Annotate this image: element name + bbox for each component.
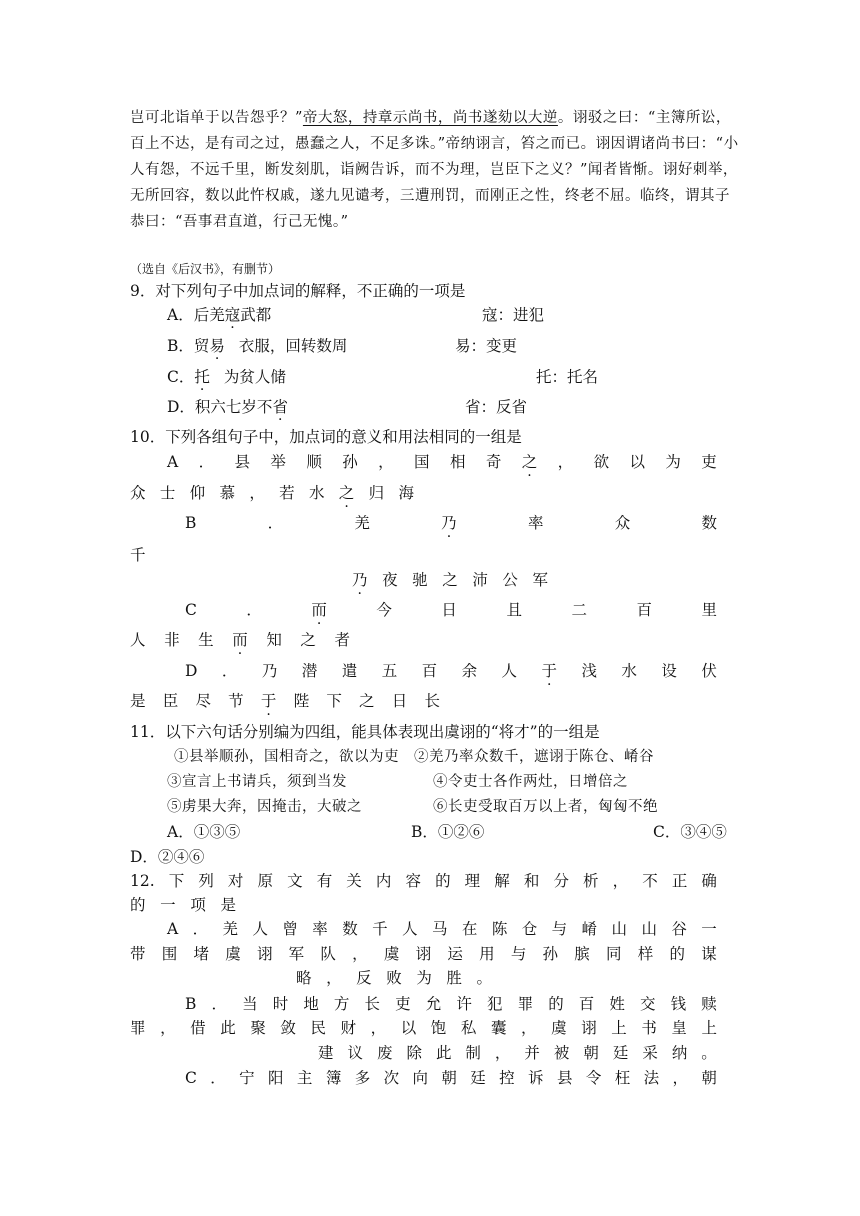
char: 控 (499, 1069, 515, 1087)
char: 反 (356, 969, 372, 987)
char: 廷 (470, 1069, 486, 1087)
char: 胜 (446, 969, 462, 987)
q11-stem: 11．以下六句话分别编为四组，能具体表现出虞诩的“将才”的一组是 (130, 723, 600, 741)
q10-a-line1 (167, 452, 717, 472)
char: 顺 (306, 453, 322, 471)
q12-line-9 (185, 1068, 717, 1088)
passage-line-4: 无所回容，数以此忤权戚，遂九见谴考，三遭刑罚，而刚正之性，终老不屈。临终，谓其子 (130, 188, 730, 204)
char: 若 (279, 484, 295, 502)
char: 方 (333, 995, 350, 1013)
char: 赎 (701, 995, 717, 1013)
char: 归 (368, 484, 385, 502)
char: ． (246, 601, 262, 619)
char: 允 (425, 995, 442, 1013)
char: 枉 (614, 1069, 631, 1087)
q11-sentence-5: ⑤虏果大奔，因掩击，大破之 (167, 799, 362, 815)
q12-line-2 (130, 895, 236, 915)
char: 奇 (485, 453, 502, 471)
q11-sentence-1: ①县举顺孙，国相奇之，欲以为吏 (174, 749, 399, 765)
char: 夜 (382, 571, 398, 589)
char: 。 (701, 1044, 717, 1062)
dotted-word: 乃 · (441, 513, 457, 533)
char: 废 (376, 1044, 393, 1062)
char: 为 (665, 453, 681, 471)
q12-line-4 (130, 944, 717, 964)
char: 列 (198, 872, 214, 890)
char: 率 (527, 514, 544, 532)
char: 纳 (671, 1044, 688, 1062)
char: 私 (460, 1019, 477, 1037)
char: 里 (701, 601, 717, 619)
char: 欲 (593, 453, 610, 471)
char: 人 (252, 920, 268, 938)
char: 上 (701, 1019, 717, 1037)
char: 采 (642, 1044, 658, 1062)
char: 伏 (701, 662, 717, 680)
q12-line-6 (185, 994, 717, 1014)
char: 是 (130, 692, 146, 710)
q12-line-1 (130, 871, 717, 891)
char: 羌 (354, 514, 370, 532)
q12-line-5 (296, 968, 492, 988)
char: 样 (637, 945, 654, 963)
char: 借 (190, 1019, 206, 1037)
q11-sentence-4: ④令吏士各作两灶，日增倍之 (433, 774, 628, 790)
char: 崤 (581, 920, 598, 938)
char: 尽 (195, 692, 211, 710)
char: ， (494, 1044, 511, 1062)
char: 浅 (581, 662, 597, 680)
char: 阳 (268, 1069, 284, 1087)
char: 理 (464, 872, 481, 890)
q9-d-explanation: 省：反省 (465, 398, 528, 416)
char: 公 (502, 571, 518, 589)
char: 次 (383, 1069, 400, 1087)
char: 此 (220, 1019, 236, 1037)
q9-b-text: 衣服，回转数周 (238, 337, 348, 355)
char: 是 (220, 896, 236, 914)
char: 之 (442, 571, 458, 589)
char: 之 (359, 692, 375, 710)
char: 五 (381, 662, 398, 680)
char: 地 (303, 995, 319, 1013)
char: 县 (234, 453, 251, 471)
dotted-word: 省 (272, 398, 288, 416)
char: 文 (287, 872, 303, 890)
char: ， (352, 945, 368, 963)
char: 运 (447, 945, 463, 963)
char: 水 (621, 662, 637, 680)
char: 除 (406, 1044, 422, 1062)
char: ， (378, 453, 394, 471)
q12-line-7 (130, 1018, 717, 1038)
char: 罪 (517, 995, 534, 1013)
char: 敛 (280, 1019, 296, 1037)
char: 仰 (189, 484, 206, 502)
char: 有 (316, 872, 333, 890)
char: 确 (701, 872, 717, 890)
char: 曾 (282, 920, 298, 938)
char: 罪 (130, 1019, 146, 1037)
char: 膑 (574, 945, 590, 963)
char: 项 (190, 896, 206, 914)
char: 诩 (256, 945, 273, 963)
char: 12. (130, 872, 155, 890)
char: 遣 (341, 662, 358, 680)
char: 山 (641, 920, 657, 938)
q9-option-d (167, 397, 288, 417)
char: ， (249, 484, 265, 502)
char: 内 (375, 872, 392, 890)
q9-option-c (167, 367, 286, 387)
q10-b-line3 (352, 570, 548, 590)
char: 原 (257, 872, 274, 890)
char: 姓 (609, 995, 625, 1013)
q10-d-line2 (130, 691, 440, 711)
char: 令 (585, 1069, 602, 1087)
char: 日 (391, 692, 408, 710)
char: ． (210, 1069, 226, 1087)
char: 孙 (342, 453, 358, 471)
char: 不 (642, 872, 658, 890)
passage-line-2: 百上不达，是有司之过，愚蠢之人，不足多诛。”帝纳诩言，笞之而已。诩因谓诸尚书曰：“小 (130, 136, 739, 152)
char: ， (672, 1069, 689, 1087)
dotted-word: 寇 (224, 306, 241, 324)
dotted-word: 之 · (339, 483, 355, 503)
char: 此 (435, 1044, 452, 1062)
char: 簿 (325, 1069, 342, 1087)
char: 沛 (472, 571, 488, 589)
char: 知 (266, 631, 282, 649)
char: 县 (556, 1069, 573, 1087)
char: 海 (398, 484, 414, 502)
char: 用 (479, 945, 495, 963)
char: 的 (130, 896, 146, 914)
q9-c-text: 为贫人储 (223, 368, 286, 386)
q9-a-text: 武都 (240, 306, 272, 324)
char: 民 (310, 1019, 326, 1037)
char: 虞 (225, 945, 241, 963)
passage-line-1 (130, 108, 731, 128)
char: 下 (168, 872, 185, 890)
char: 与 (551, 920, 568, 938)
char: 人 (501, 662, 518, 680)
char: 节 (228, 692, 244, 710)
char: C (185, 601, 197, 619)
char: 围 (161, 945, 178, 963)
char: 虞 (551, 1019, 567, 1037)
char: 诩 (415, 945, 432, 963)
char: 朝 (583, 1044, 599, 1062)
char: 在 (461, 920, 478, 938)
char: 诩 (581, 1019, 597, 1037)
char: 军 (532, 571, 548, 589)
char: 谷 (671, 920, 687, 938)
char: C (185, 1069, 197, 1087)
dotted-word: 而 · (311, 600, 327, 620)
char: 并 (524, 1044, 540, 1062)
char: 国 (414, 453, 430, 471)
char: ． (221, 662, 238, 680)
char: ， (612, 872, 629, 890)
char: 财 (340, 1019, 357, 1037)
char: 百 (421, 662, 438, 680)
char: 诉 (528, 1069, 544, 1087)
char: 关 (346, 872, 362, 890)
char: 被 (553, 1044, 570, 1062)
char: 主 (296, 1069, 313, 1087)
char: 对 (227, 872, 244, 890)
char: 吏 (395, 995, 411, 1013)
char: 非 (164, 631, 180, 649)
q10-b-line1 (185, 513, 717, 533)
char: 举 (270, 453, 286, 471)
char: 书 (641, 1019, 657, 1037)
char: ． (267, 514, 284, 532)
char: 之 (300, 631, 316, 649)
q10-c-line1 (185, 600, 717, 620)
underlined-sentence: 帝大怒，持章示尚书，尚书遂劾以大逆 (302, 110, 558, 126)
char: 一 (160, 896, 176, 914)
char: 今 (376, 601, 392, 619)
q9-b-text: B．贸 (167, 337, 210, 355)
q9-option-a (167, 305, 271, 325)
char: ， (160, 1019, 176, 1037)
q11-option-b: B．①②⑥ (411, 823, 485, 841)
char: 带 (130, 945, 146, 963)
char: 略 (296, 969, 312, 987)
char: 与 (510, 945, 527, 963)
char: 仓 (521, 920, 538, 938)
char: 多 (354, 1069, 371, 1087)
char: 囊 (490, 1019, 507, 1037)
char: 。 (476, 969, 492, 987)
char: B (185, 514, 197, 532)
char: 队 (320, 945, 336, 963)
char: 驰 (412, 571, 428, 589)
char: 钱 (670, 995, 687, 1013)
char: A (167, 920, 179, 938)
char: 容 (405, 872, 421, 890)
char: 设 (661, 662, 677, 680)
char: A (167, 453, 179, 471)
q12-line-8 (318, 1043, 717, 1063)
char: ． (192, 920, 209, 938)
char: 山 (611, 920, 628, 938)
char: 议 (347, 1044, 363, 1062)
q10-c-line2 (130, 630, 350, 650)
q9-d-text: D．积六七岁不 (167, 398, 273, 416)
char: ， (557, 453, 574, 471)
char: 许 (456, 995, 472, 1013)
char: 数 (701, 514, 717, 532)
char: B (185, 995, 197, 1013)
char: 分 (553, 872, 569, 890)
char: 乃 (261, 662, 278, 680)
char: 同 (606, 945, 622, 963)
source-note: （选自《后汉书》，有删节） (130, 262, 281, 276)
char: 交 (640, 995, 656, 1013)
dotted-word: 而 · (232, 630, 248, 650)
char: 饱 (430, 1019, 447, 1037)
char: 马 (431, 920, 448, 938)
char: 数 (342, 920, 358, 938)
dotted-word: 之 · (522, 452, 538, 472)
q9-c-text: C． (167, 368, 195, 386)
char: 上 (611, 1019, 627, 1037)
char: 且 (506, 601, 522, 619)
char: 时 (272, 995, 289, 1013)
char: 解 (494, 872, 510, 890)
q11-option-d: D．②④⑥ (130, 848, 205, 866)
char: 千 (372, 920, 388, 938)
char: 聚 (250, 1019, 266, 1037)
passage-text: 岂可北诣单于以告怨乎？” (130, 110, 303, 126)
char: D (185, 662, 198, 680)
char: 士 (159, 484, 176, 502)
char: 日 (441, 601, 457, 619)
char: 廷 (612, 1044, 629, 1062)
char: 法 (643, 1069, 660, 1087)
dotted-word: 于 · (261, 691, 277, 711)
char: 堵 (193, 945, 209, 963)
char: 相 (449, 453, 466, 471)
char: 正 (671, 872, 688, 890)
char: 臣 (162, 692, 179, 710)
char: 的 (435, 872, 451, 890)
char: 慕 (219, 484, 235, 502)
q9-a-explanation: 寇：进犯 (482, 306, 545, 324)
q9-stem: 9．对下列句子中加点词的解释，不正确的一项是 (130, 282, 466, 300)
char: 百 (578, 995, 595, 1013)
char: 下 (326, 692, 342, 710)
q11-sentence-3: ③宣言上书请兵，须到当发 (167, 774, 347, 790)
char: ， (521, 1019, 537, 1037)
char: 为 (416, 969, 432, 987)
char: 潜 (301, 662, 318, 680)
char: 百 (636, 601, 652, 619)
char: 以 (629, 453, 645, 471)
char: 朝 (701, 1069, 717, 1087)
dotted-word: 于 · (542, 661, 558, 681)
q11-option-c: C．③④⑤ (653, 823, 727, 841)
q10-stem: 10．下列各组句子中，加点词的意义和用法相同的一组是 (130, 428, 522, 446)
char: 军 (288, 945, 305, 963)
char: 建 (318, 1044, 334, 1062)
char: 长 (364, 995, 381, 1013)
char: 和 (523, 872, 540, 890)
char: 陈 (491, 920, 508, 938)
passage-line-3: 人有怨，不远千里，断发刻肌，诣阙告诉，而不为理，岂臣下之义？”闻者皆惭。诩好刺举， (130, 162, 738, 178)
char: ． (211, 995, 227, 1013)
passage-line-5: 恭曰：“吾事君直道，行己无愧。” (130, 214, 349, 230)
q10-a-line2 (130, 483, 414, 503)
q9-option-b (167, 336, 347, 356)
dotted-word: 托 (194, 368, 210, 386)
q10-d-line1 (185, 661, 717, 681)
char: ， (326, 969, 342, 987)
char: 羌 (222, 920, 239, 938)
q11-option-a: A．①③⑤ (167, 823, 241, 841)
char: 谋 (701, 945, 717, 963)
char: 犯 (486, 995, 503, 1013)
dotted-word: 易 (209, 337, 225, 355)
char: 余 (461, 662, 478, 680)
q12-line-3 (167, 919, 717, 939)
char: 者 (334, 631, 350, 649)
char: ， (370, 1019, 387, 1037)
char: 的 (548, 995, 564, 1013)
char: 向 (412, 1069, 428, 1087)
char: 以 (400, 1019, 417, 1037)
q11-sentence-6: ⑥长吏受取百万以上者，匈匈不绝 (433, 799, 658, 815)
char: 众 (130, 484, 146, 502)
char: 水 (308, 484, 325, 502)
q9-b-explanation: 易：变更 (455, 337, 518, 355)
char: 皇 (671, 1019, 687, 1037)
char: 众 (614, 514, 631, 532)
char: 败 (386, 969, 402, 987)
char: 吏 (701, 453, 717, 471)
char: 制 (465, 1044, 481, 1062)
char: 率 (312, 920, 328, 938)
q9-a-text: A．后羌 (167, 306, 225, 324)
char: 生 (198, 631, 214, 649)
passage-text: 。诩驳之曰：“主簿所讼， (557, 110, 731, 126)
char: 孙 (542, 945, 559, 963)
char: ． (198, 453, 215, 471)
char: 朝 (441, 1069, 457, 1087)
q11-sentence-2: ②羌乃率众数千，遮诩于陈仓、崤谷 (414, 749, 654, 765)
char: 一 (701, 920, 717, 938)
char: 二 (571, 601, 587, 619)
char: 当 (242, 995, 258, 1013)
q9-c-explanation: 托：托名 (536, 368, 599, 386)
char: 长 (424, 692, 440, 710)
char: 人 (130, 631, 146, 649)
char: 陛 (293, 692, 310, 710)
char: 虞 (383, 945, 400, 963)
dotted-word: 乃 · (352, 570, 368, 590)
char: 人 (402, 920, 418, 938)
q10-b-line2: 千 (130, 546, 146, 564)
char: 宁 (239, 1069, 255, 1087)
char: 的 (669, 945, 685, 963)
char: 析 (583, 872, 599, 890)
